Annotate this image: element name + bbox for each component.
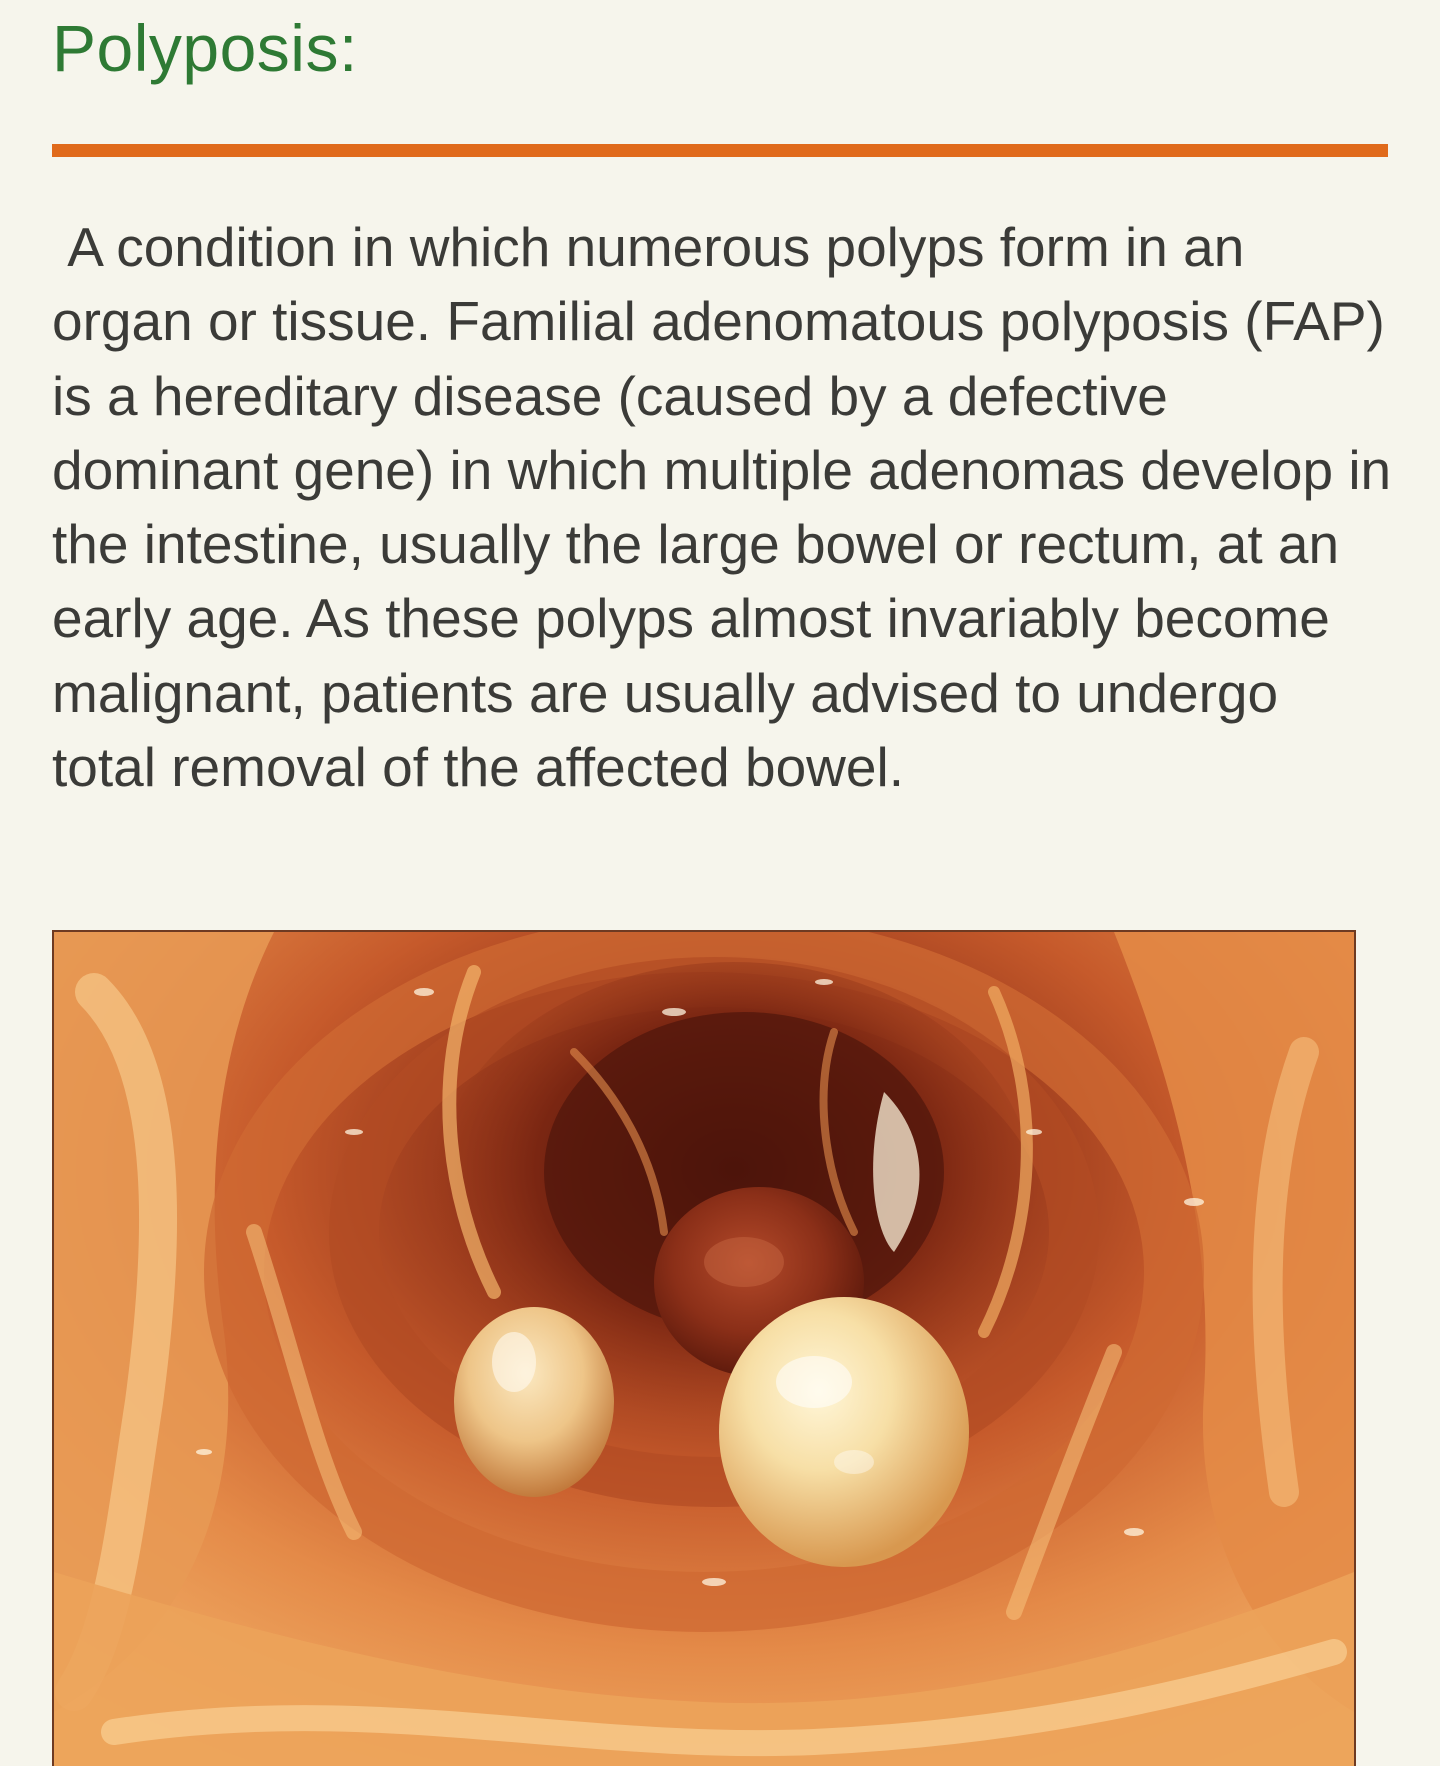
colon-polyps-illustration (54, 932, 1354, 1766)
definition-paragraph: A condition in which numerous polyps form in an organ or tissue. Familial adenomatous polyposis (FAP) is a hereditary disease (caused by a defective dominant gene) in which multiple adenomas develop in the intestine, usually the large bowel or rectum, at an early age. As these polyps almost invariably become malignant, patients are usually advised to undergo total removal of the affected bowel. (52, 216, 1392, 799)
page-title: Polyposis: (52, 11, 358, 85)
colonoscopy-photo (52, 930, 1356, 1766)
orange-divider (52, 144, 1388, 157)
